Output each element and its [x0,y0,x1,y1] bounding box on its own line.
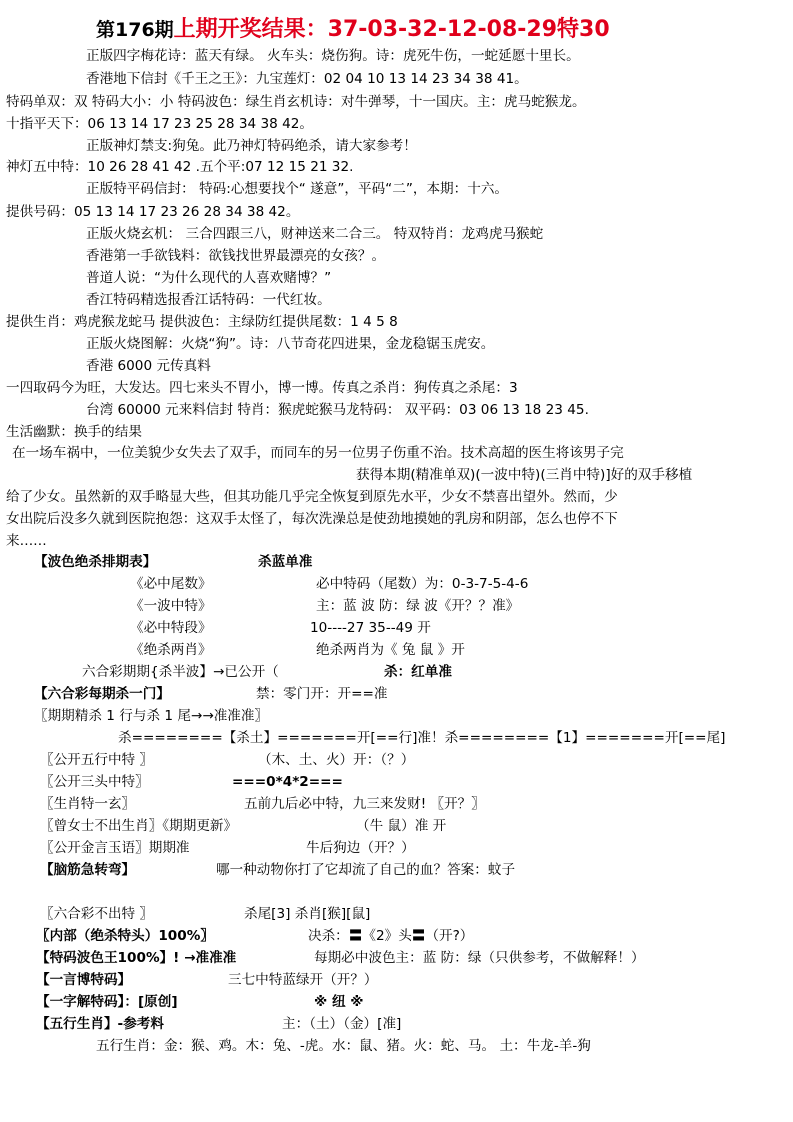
story-line: 在一场车祸中，一位美貌少女失去了双手，而同车的另一位男子伤重不治。技术高超的医生将该男子完 [12,445,624,461]
text-line: 正版四字梅花诗：蓝天有绿。 火车头：烧伤狗。诗：虎死牛伤，一蛇延愿十里长。 [86,48,580,64]
table-row-label: 【波色绝杀排期表】 [34,554,157,570]
text-line: 提供生肖：鸡虎猴龙蛇马 提供波色：主绿防红提供尾数：1 4 5 8 [6,314,398,330]
table-row-value: （木、土、火）开：（？） [258,752,415,768]
table-row-label: 六合彩期期{杀半波】→已公开（ [82,664,279,680]
table-row-value: 杀：红单准 [384,664,452,680]
table-row-label: 【六合彩每期杀一门】 [34,686,170,702]
text-line: 特码单双：双 特码大小：小 特码波色：绿生肖玄机诗：对牛弹琴，十一国庆。主：虎马蛇猴龙。 [6,94,586,110]
table-row-label: 杀========【杀土】=======开[==行]准！杀========【1】=======开[==尾] [118,730,726,746]
table-row-value: ===0*4*2=== [232,774,343,790]
table-row-label: 〖生肖特一玄〗 [40,796,136,812]
text-line: 十指平天下：06 13 14 17 23 25 28 34 38 42。 [6,116,314,132]
table-row-value: 10----27 35--49 开 [310,620,431,636]
table-row-label: 【五行生肖】-参考料 [36,1016,164,1032]
table-row-label: 《必中尾数》 [130,576,212,592]
table-row-value: 主：蓝 波 防：绿 波《开？？准》 [316,598,520,614]
table-row-value: 五前九后必中特，九三来发财! 〖开？〗 [244,796,485,812]
table-row-value: 禁：零门开：开==准 [256,686,388,702]
table-row-value: ※ 纽 ※ [314,994,364,1010]
table-row-value: 杀蓝单准 [258,554,313,570]
table-row-label: 〖公开金言玉语〗期期准 [40,840,190,856]
table-row-label: 〖期期精杀 1 行与杀 1 尾→→准准准〗 [34,708,269,724]
text-line: 香港第一手欲钱料：欲钱找世界最漂亮的女孩？。 [86,248,386,264]
page-header [96,16,610,44]
text-line: 正版神灯禁支:狗兔。此乃神灯特码绝杀，请大家参考！ [86,138,417,154]
table-row-value: 三七中特蓝绿开（开？） [228,972,378,988]
text-line: 一四取码今为旺，大发达。四七来头不胃小，博一博。传真之杀肖：狗传真之杀尾：3 [6,380,518,396]
text-line: 正版特平码信封： 特码:心想要找个“ 遂意”，平码“二”，本期：十六。 [86,181,509,197]
table-row-value: 决杀：〓《2》头〓（开?） [308,928,474,944]
text-line: 提供号码：05 13 14 17 23 26 28 34 38 42。 [6,204,300,220]
table-row-value: 哪一种动物你打了它却流了自己的血？答案：蚊子 [216,862,516,878]
text-line: 神灯五中特：10 26 28 41 42 .五个平:07 12 15 21 32. [6,159,354,175]
issue-number: 第176期 [96,19,174,41]
table-row-value: 绝杀两肖为《 兔 鼠 》开 [316,642,465,658]
table-row-value: （牛 鼠）准 开 [356,818,447,834]
table-row-label: 〖公开五行中特 〗 [40,752,154,768]
story-line: 来…… [6,533,47,549]
table-row-value: 主：（土）（金）[准] [282,1016,402,1032]
table-row-label: 【脑筋急转弯】 [40,862,136,878]
text-line: 香江特码精选报香江话特码：一代红妆。 [86,292,331,308]
table-row-label: 《一波中特》 [130,598,212,614]
text-line: 正版火烧图解：火烧“狗”。诗：八节奇花四进果，金龙稳锯玉虎安。 [86,336,495,352]
text-line: 正版火烧玄机： 三合四跟三八，财神送来二合三。 特双特肖：龙鸡虎马猴蛇 [86,226,544,242]
text-line: 台湾 60000 元来料信封 特肖：猴虎蛇猴马龙特码： 双平码：03 06 13 18 23 45. [86,402,589,418]
table-row-value: 必中特码（尾数）为：0-3-7-5-4-6 [316,576,529,592]
text-line: 普道人说：“为什么现代的人喜欢赌博？” [86,270,332,286]
table-row-value: 每期必中波色主：蓝 防：绿（只供参考，不做解释！） [314,950,645,966]
table-row-label: 【特码波色王100%】! →准准准 [36,950,237,966]
table-row-label: 〖公开三头中特〗 [40,774,149,790]
last-result: 上期开奖结果：37-03-32-12-08-29特30 [173,17,610,42]
table-row-label: 〖六合彩不出特 〗 [40,906,154,922]
text-line: 香港 6000 元传真料 [86,358,211,374]
table-row-label: 五行生肖：金：猴、鸡。木：兔、-虎。水：鼠、猪。火：蛇、马。 土：牛龙-羊-狗 [96,1038,591,1054]
table-row-value: 杀尾[3] 杀肖[猴][鼠] [244,906,371,922]
table-row-label: 《绝杀两肖》 [130,642,212,658]
story-line: 获得本期(精准单双)(一波中特)(三肖中特)]好的双手移植 [356,467,693,483]
table-row-label: 【一字解特码】：[原创] [36,994,178,1010]
story-line: 给了少女。虽然新的双手略显大些，但其功能几乎完全恢复到原先水平，少女不禁喜出望外。然而，少 [6,489,618,505]
text-line: 生活幽默：换手的结果 [6,424,142,440]
table-row-label: 《必中特段》 [130,620,212,636]
table-row-label: 〖内部（绝杀特头）100%〗 [36,928,214,944]
text-line: 香港地下信封《千王之王》：九宝莲灯：02 04 10 13 14 23 34 38 41。 [86,71,528,87]
story-line: 女出院后没多久就到医院抱怨：这双手太怪了，每次洗澡总是使劲地摸她的乳房和阴部，怎么也停不下 [6,511,618,527]
table-row-value: 牛后狗边（开？） [306,840,415,856]
table-row-label: 〖曾女士不出生肖〗《期期更新》 [40,818,238,834]
table-row-label: 【一言博特码】 [36,972,132,988]
